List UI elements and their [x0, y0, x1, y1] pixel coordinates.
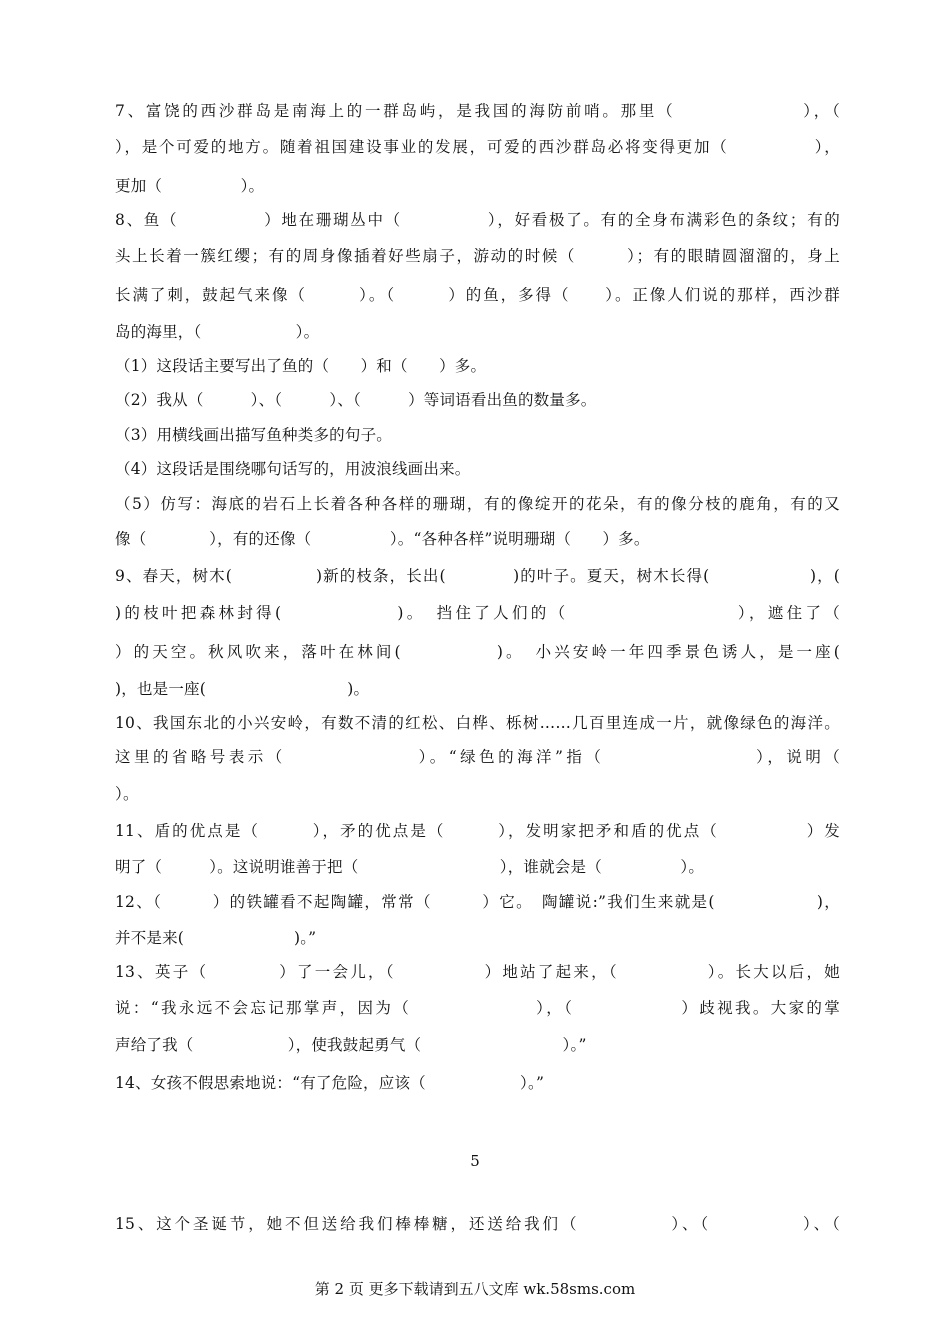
text-line: 15、这个圣诞节，她不但送给我们棒棒糖，还送给我们（ ）、（ ）、（ — [115, 1215, 840, 1233]
text-line: 8、鱼（ ）地在珊瑚丛中（ ），好看极了。有的全身布满彩色的条纹；有的 — [115, 211, 840, 229]
text-line: 更加（ ）。 — [115, 177, 265, 195]
text-line: 13、英子（ ）了一会儿，（ ）地站了起来，（ ）。长大以后，她 — [115, 963, 840, 981]
text-line: 9、春天，树木( )新的枝条，长出( )的叶子。夏天，树木长得( )，( — [115, 567, 840, 585]
text-line: 7、富饶的西沙群岛是南海上的一群岛屿，是我国的海防前哨。那里（ ），（ — [115, 102, 840, 120]
text-line: 并不是来( )。” — [115, 929, 317, 947]
text-line: 12、（ ）的铁罐看不起陶罐，常常（ ）它。 陶罐说:”我们生来就是( )， — [115, 893, 840, 911]
text-line: 14、女孩不假思索地说：“有了危险，应该（ ）。” — [115, 1074, 545, 1092]
text-line: （4）这段话是围绕哪句话写的，用波浪线画出来。 — [115, 460, 471, 478]
page-number: 5 — [470, 1152, 480, 1170]
text-line: 11、盾的优点是（ ），矛的优点是（ ），发明家把矛和盾的优点（ ）发 — [115, 822, 840, 840]
text-line: 10、我国东北的小兴安岭，有数不清的红松、白桦、栎树……几百里连成一片，就像绿色的海洋。 — [115, 714, 840, 732]
text-line: 明了（ ）。这说明谁善于把（ ），谁就会是（ ）。 — [115, 858, 705, 876]
text-line: （2）我从（ ）、（ ）、（ ）等词语看出鱼的数量多。 — [115, 391, 597, 409]
text-line: )，也是一座( )。 — [115, 680, 370, 698]
text-line: 头上长着一簇红缨；有的周身像插着好些扇子，游动的时候（ ）；有的眼睛圆溜溜的，身上 — [115, 247, 840, 265]
text-line: 岛的海里，（ ）。 — [115, 323, 320, 341]
text-line: （3）用横线画出描写鱼种类多的句子。 — [115, 426, 392, 444]
text-line: 这里的省略号表示（ ）。“绿色的海洋”指（ ），说明（ — [115, 748, 840, 766]
text-line: （5）仿写：海底的岩石上长着各种各样的珊瑚，有的像绽开的花朵，有的像分枝的鹿角，有的又 — [115, 495, 840, 513]
text-line: )的枝叶把森林封得( )。 挡住了人们的（ ），遮住了（ — [115, 604, 840, 622]
text-line: ）。 — [115, 785, 139, 803]
text-line: ）的天空。秋风吹来，落叶在林间( )。 小兴安岭一年四季景色诱人，是一座( — [115, 643, 840, 661]
text-line: 说：“我永远不会忘记那掌声，因为（ ），（ ）歧视我。大家的掌 — [115, 999, 840, 1017]
text-line: ），是个可爱的地方。随着祖国建设事业的发展，可爱的西沙群岛必将变得更加（ ）， — [115, 138, 840, 156]
text-line: （1）这段话主要写出了鱼的（ ）和（ ）多。 — [115, 357, 487, 375]
text-line: 像（ ），有的还像（ ）。“各种各样”说明珊瑚（ ）多。 — [115, 530, 650, 548]
text-line: 声给了我（ ），使我鼓起勇气（ ）。” — [115, 1036, 587, 1054]
page-footer: 第 2 页 更多下载请到五八文库 wk.58sms.com — [314, 1280, 636, 1298]
text-line: 长满了刺，鼓起气来像（ ）。（ ）的鱼，多得（ ）。正像人们说的那样，西沙群 — [115, 286, 840, 304]
